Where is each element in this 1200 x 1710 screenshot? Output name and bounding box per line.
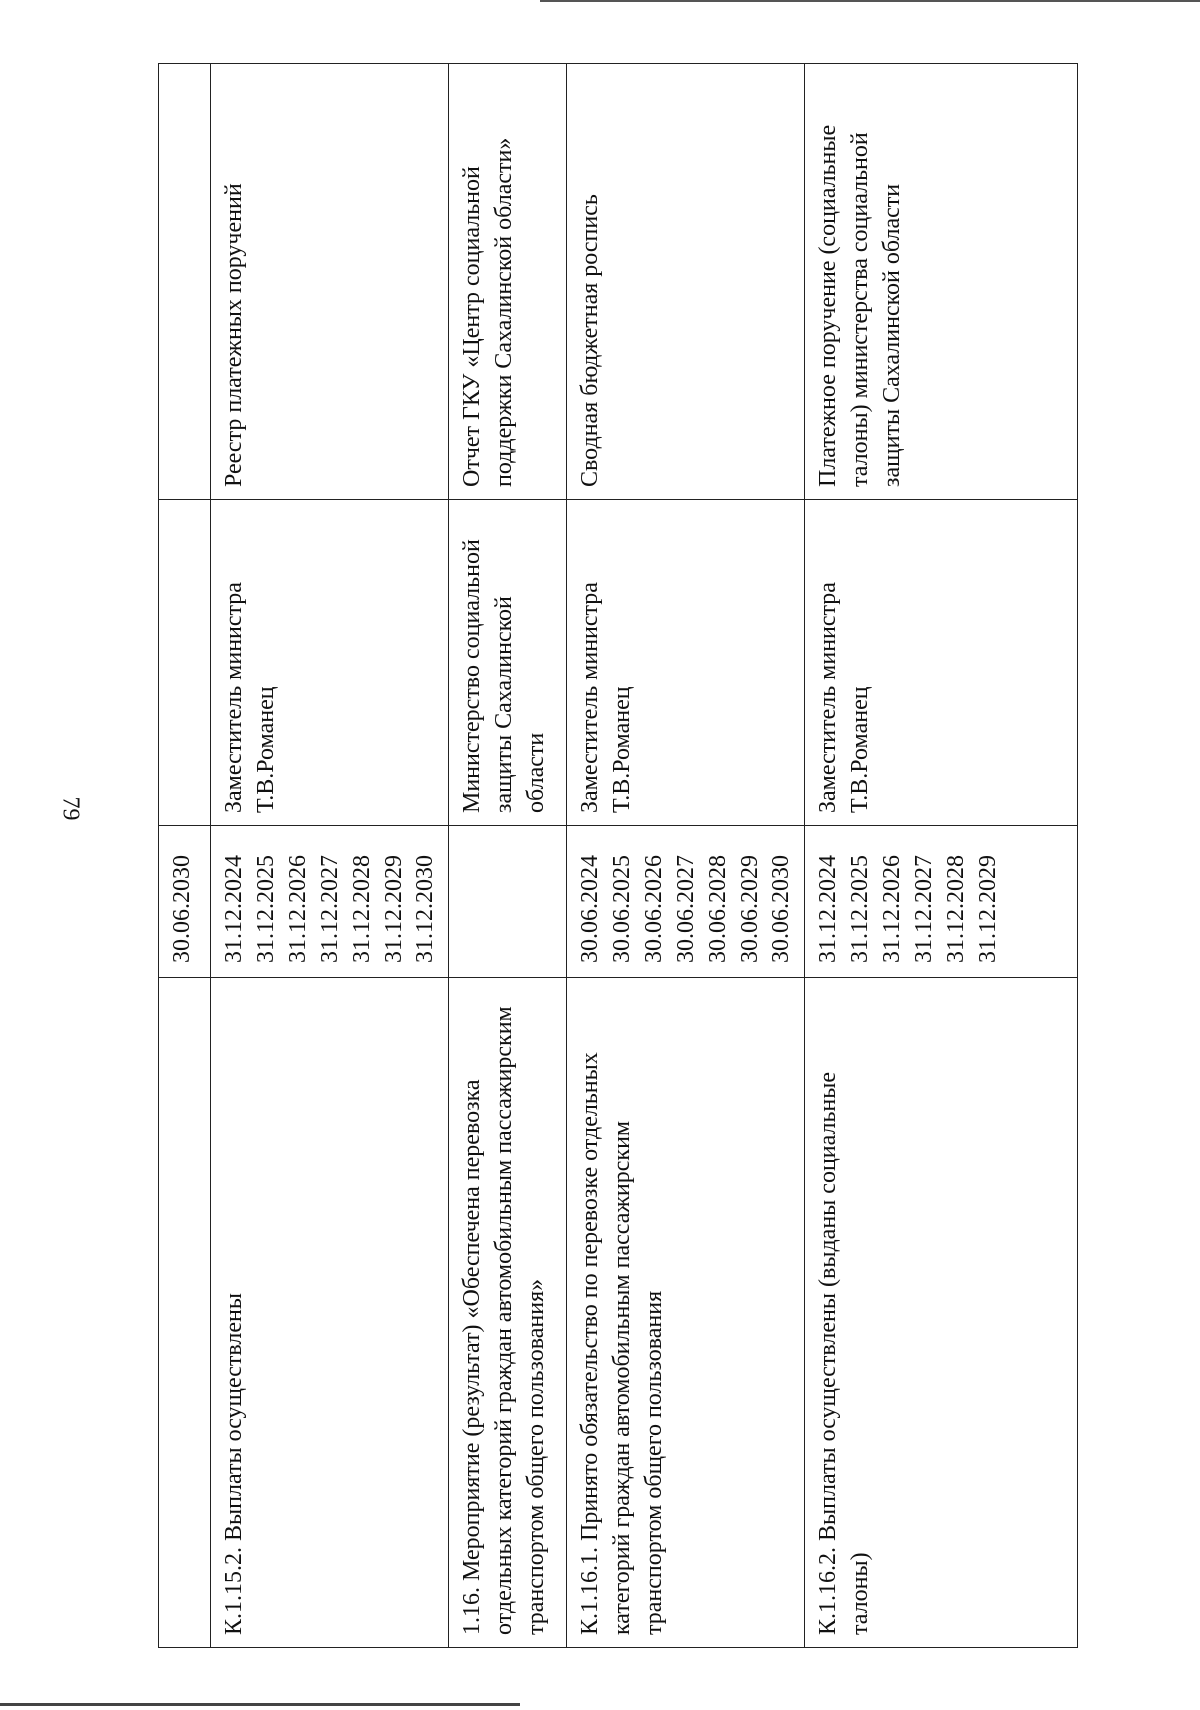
dates-cell: 31.12.2024 31.12.2025 31.12.2026 31.12.2027 31.12.2028 31.12.2029	[805, 826, 1078, 978]
document-cell	[159, 64, 211, 500]
dates-cell: 30.06.2024 30.06.2025 30.06.2026 30.06.2027 30.06.2028 30.06.2029 30.06.2030	[567, 826, 805, 978]
rotated-table-container	[158, 64, 1078, 1648]
responsible-cell: Заместитель министра Т.В.Романец	[567, 500, 805, 826]
control-points-table	[158, 63, 1078, 1648]
table-row	[211, 64, 449, 1648]
name-cell: К.1.16.1. Принято обязательство по перевозке отдельных категорий граждан автомобильным пассажирским транспортом общего пользования	[567, 978, 805, 1648]
responsible-cell: Заместитель министра Т.В.Романец	[805, 500, 1078, 826]
name-cell	[159, 978, 211, 1648]
name-cell: К.1.15.2. Выплаты осуществлены	[211, 978, 449, 1648]
responsible-cell: Министерство социальной защиты Сахалинской области	[449, 500, 567, 826]
document-cell: Платежное поручение (социальные талоны) министерства социальной защиты Сахалинской области	[805, 64, 1078, 500]
dates-cell: 31.12.2024 31.12.2025 31.12.2026 31.12.2027 31.12.2028 31.12.2029 31.12.2030	[211, 826, 449, 978]
table-row	[805, 64, 1078, 1648]
table-row	[159, 64, 211, 1648]
dates-cell: 30.06.2030	[159, 826, 211, 978]
table-row	[449, 64, 567, 1648]
name-cell: 1.16. Мероприятие (результат) «Обеспечена перевозка отдельных категорий граждан автомобильным пассажирским транспортом общего пользования»	[449, 978, 567, 1648]
document-cell: Отчет ГКУ «Центр социальной поддержки Сахалинской области»	[449, 64, 567, 500]
document-cell: Сводная бюджетная роспись	[567, 64, 805, 500]
name-cell: К.1.16.2. Выплаты осуществлены (выданы социальные талоны)	[805, 978, 1078, 1648]
responsible-cell	[159, 500, 211, 826]
document-cell: Реестр платежных поручений	[211, 64, 449, 500]
responsible-cell: Заместитель министра Т.В.Романец	[211, 500, 449, 826]
page-number: 79	[57, 796, 84, 821]
scan-bottom-edge	[0, 1703, 520, 1706]
scan-top-edge	[540, 0, 1200, 2]
dates-cell	[449, 826, 567, 978]
table-row	[567, 64, 805, 1648]
